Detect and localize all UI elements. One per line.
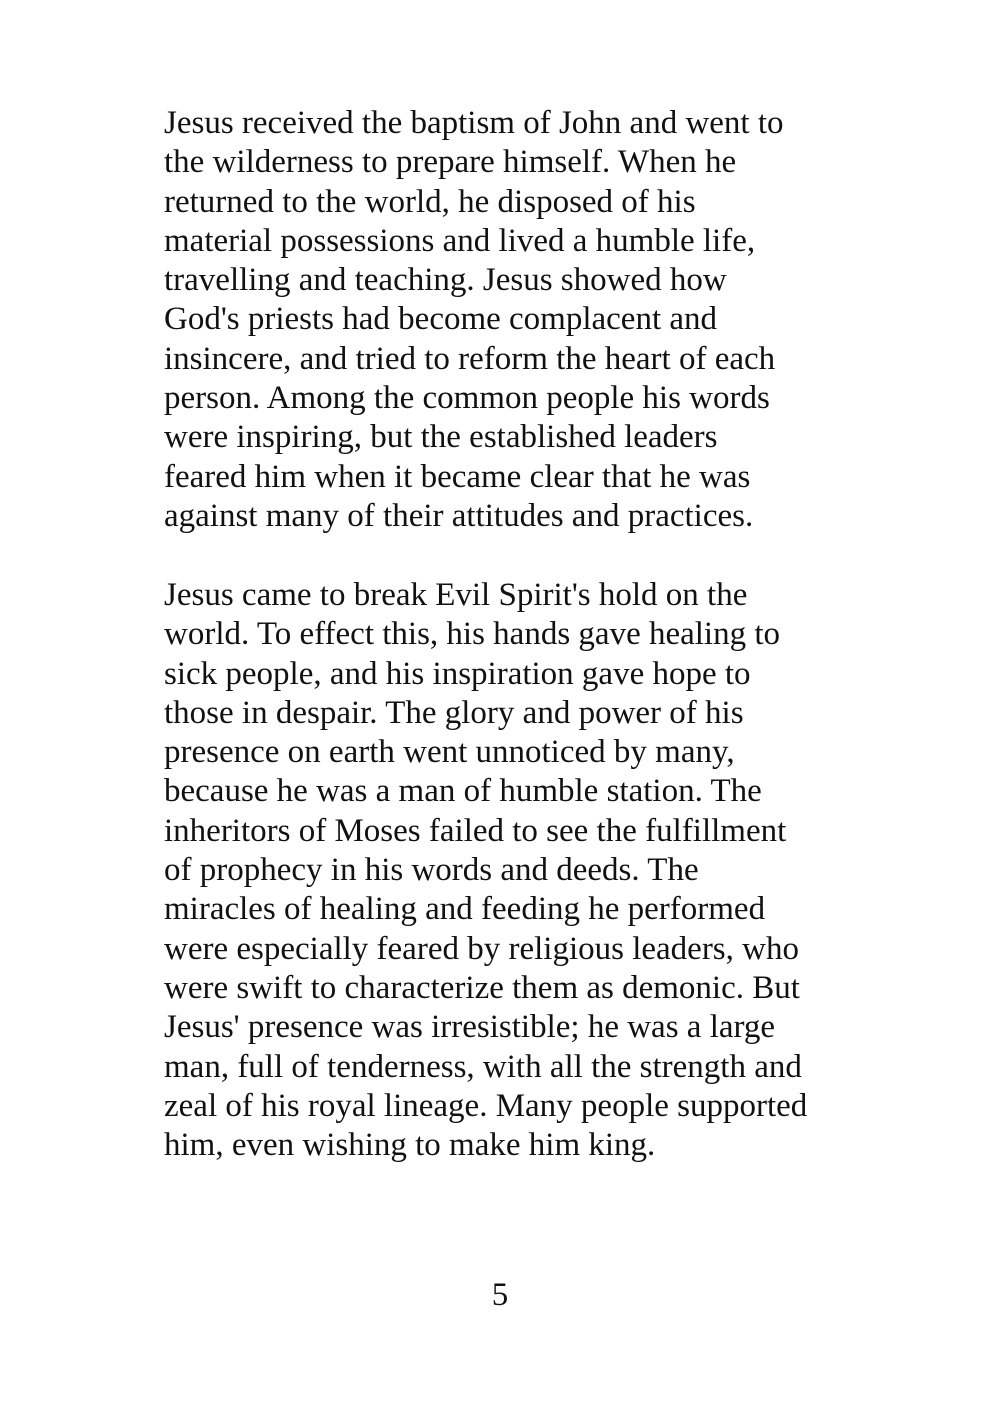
text-line: sick people, and his inspiration gave hope to: [164, 655, 751, 692]
text-line: feared him when it became clear that he was: [164, 458, 751, 495]
text-line: of prophecy in his words and deeds. The: [164, 852, 699, 889]
text-line: God's priests had become complacent and: [164, 301, 718, 338]
text-line: were especially feared by religious leaders, who: [164, 930, 799, 967]
text-line: world. To effect this, his hands gave healing to: [164, 616, 781, 653]
text-line: Jesus came to break Evil Spirit's hold on the: [164, 577, 748, 613]
text-line: because he was a man of humble station. The: [164, 773, 762, 810]
text-line: zeal of his royal lineage. Many people supported: [164, 1087, 808, 1124]
text-line: material possessions and lived a humble life,: [164, 222, 756, 259]
text-line: presence on earth went unnoticed by many,: [164, 734, 735, 771]
text-line: miracles of healing and feeding he performed: [164, 891, 766, 928]
text-line: the wilderness to prepare himself. When he: [164, 144, 737, 181]
paragraph-1: [164, 104, 864, 536]
paragraph-2: [164, 576, 864, 1165]
text-line: were swift to characterize them as demonic. But: [164, 969, 800, 1006]
text-line: person. Among the common people his words: [164, 380, 770, 417]
text-line: those in despair. The glory and power of his: [164, 694, 744, 731]
text-line: returned to the world, he disposed of his: [164, 183, 696, 220]
text-line: him, even wishing to make him king.: [164, 1127, 656, 1164]
text-line: Jesus' presence was irresistible; he was a large: [164, 1009, 776, 1046]
page-number: 5: [491, 1277, 509, 1313]
text-line: insincere, and tried to reform the heart of each: [164, 340, 776, 377]
text-line: were inspiring, but the established leaders: [164, 419, 718, 456]
text-line: Jesus received the baptism of John and went to: [164, 105, 784, 141]
text-line: man, full of tenderness, with all the strength and: [164, 1048, 802, 1085]
text-line: travelling and teaching. Jesus showed how: [164, 262, 727, 299]
text-line: against many of their attitudes and practices.: [164, 497, 754, 534]
text-line: inheritors of Moses failed to see the fulfillment: [164, 812, 787, 849]
